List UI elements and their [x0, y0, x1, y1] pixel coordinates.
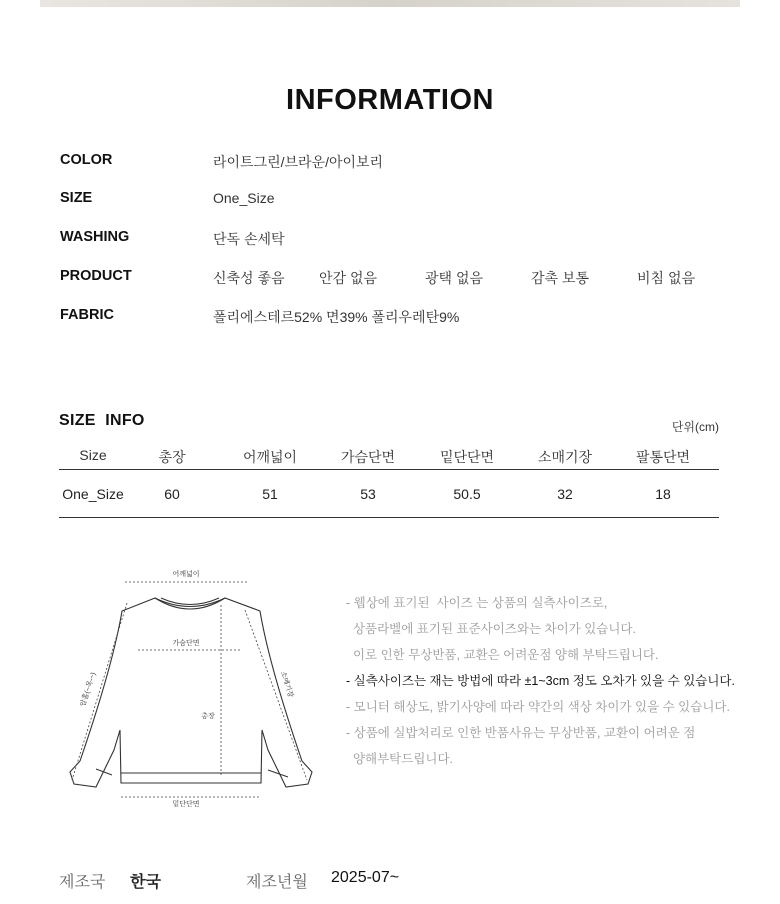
note-line: 이로 인한 무상반품, 교환은 어려운점 양해 부탁드립니다. [346, 648, 659, 662]
info-label: PRODUCT [60, 268, 132, 284]
product-attr: 감촉 보통 [531, 270, 589, 286]
info-value: One_Size [213, 190, 275, 206]
diagram-label-sleeve: 소매기장 [278, 670, 294, 699]
table-header: 어깨넓이 [242, 449, 298, 465]
product-attr: 광택 없음 [425, 270, 483, 286]
info-value: 단독 손세탁 [213, 231, 285, 247]
info-label: COLOR [60, 152, 113, 168]
size-info-title: SIZE INFO [59, 412, 145, 429]
diagram-label-chest: 가슴단면 [172, 640, 200, 647]
garment-diagram [60, 565, 320, 815]
table-divider [59, 469, 719, 470]
table-cell: 50.5 [453, 486, 481, 502]
info-value: 폴리에스테르52% 면39% 폴리우레탄9% [213, 309, 460, 325]
note-line: - 웹상에 표기된 사이즈 는 상품의 실측사이즈로, [346, 596, 608, 610]
note-line: 양해부탁드립니다. [346, 752, 454, 766]
table-header: Size [79, 447, 107, 463]
table-header: 소매기장 [537, 449, 593, 465]
date-value: 2025-07~ [331, 869, 400, 886]
info-label: WASHING [60, 229, 130, 245]
product-attr: 비침 없음 [637, 270, 695, 286]
product-attr: 안감 없음 [319, 270, 377, 286]
unit-label: 단위(cm) [671, 420, 719, 434]
table-cell: 53 [360, 486, 376, 502]
note-line-highlight: - 실측사이즈는 재는 방법에 따라 ±1~3cm 정도 오차가 있을 수 있습니다. [346, 674, 735, 688]
top-image-strip [40, 0, 740, 7]
diagram-label-hem: 밑단단면 [172, 801, 200, 808]
date-label: 제조년월 [246, 874, 308, 891]
table-cell: 51 [262, 486, 278, 502]
page-title: INFORMATION [286, 84, 494, 116]
country-value: 한국 [130, 874, 161, 891]
diagram-label-shoulder: 어깨넓이 [172, 571, 200, 578]
table-header: 팔통단면 [635, 449, 691, 465]
table-header: 총장 [158, 449, 186, 465]
note-line: - 상품에 실밥처리로 인한 반품사유는 무상반품, 교환이 어려운 점 [346, 726, 696, 740]
table-cell: 32 [557, 486, 573, 502]
info-label: FABRIC [60, 307, 114, 323]
note-line: 상품라벨에 표기된 표준사이즈와는 차이가 있습니다. [346, 622, 636, 636]
table-cell: 18 [655, 486, 671, 502]
table-cell: One_Size [62, 486, 124, 502]
table-divider [59, 517, 719, 518]
table-header: 밑단단면 [439, 449, 495, 465]
table-cell: 60 [164, 486, 180, 502]
info-value: 라이트그린/브라운/아이보리 [213, 154, 384, 170]
diagram-label-armhole: 암홀(~목-~) [79, 671, 98, 708]
info-label: SIZE [60, 190, 93, 206]
product-attr: 신축성 좋음 [213, 270, 285, 286]
table-header: 가슴단면 [340, 449, 396, 465]
diagram-label-length: 총장 [201, 713, 215, 720]
note-line: - 모니터 해상도, 밝기사양에 따라 약간의 색상 차이가 있을 수 있습니다. [346, 700, 730, 714]
country-label: 제조국 [59, 874, 106, 891]
